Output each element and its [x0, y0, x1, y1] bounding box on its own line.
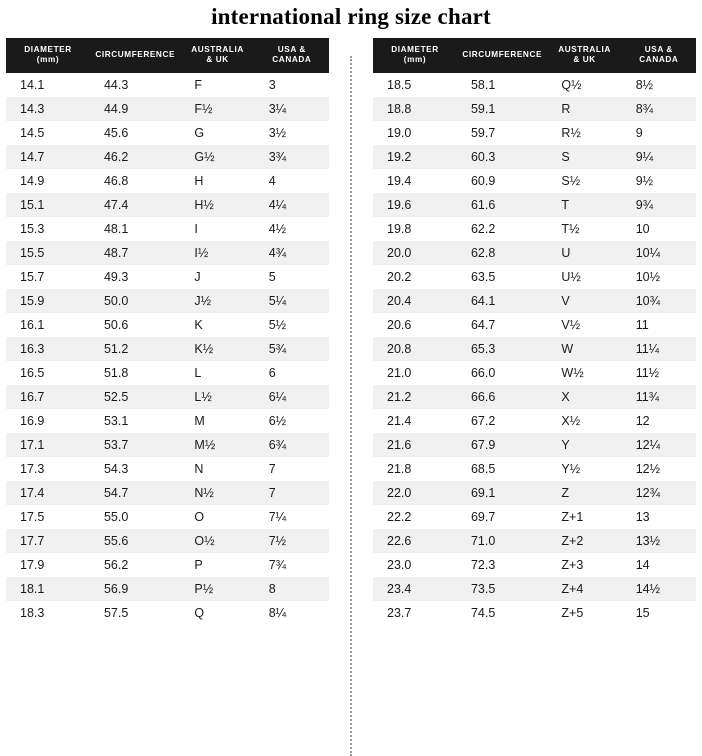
chart-tables-container: [0, 38, 702, 756]
cell-circumference: 74.5: [457, 601, 547, 625]
cell-circumference: 55.6: [90, 529, 180, 553]
divider-dotted-line: [350, 56, 352, 756]
cell-circumference: 53.7: [90, 433, 180, 457]
cell-circumference: 52.5: [90, 385, 180, 409]
cell-diameter: 22.0: [373, 481, 457, 505]
cell-diameter: 20.0: [373, 241, 457, 265]
cell-usa-canada: 4¼: [255, 193, 329, 217]
cell-circumference: 68.5: [457, 457, 547, 481]
table-row: [6, 433, 329, 457]
cell-usa-canada: 7½: [255, 529, 329, 553]
table-row: [373, 553, 696, 577]
cell-diameter: 15.3: [6, 217, 90, 241]
cell-australia-uk: Z: [547, 481, 621, 505]
column-header-usa-canada: [622, 38, 696, 73]
cell-diameter: 14.9: [6, 169, 90, 193]
cell-circumference: 44.9: [90, 97, 180, 121]
cell-australia-uk: Z+5: [547, 601, 621, 625]
cell-circumference: 69.7: [457, 505, 547, 529]
table-row: [373, 217, 696, 241]
cell-circumference: 51.8: [90, 361, 180, 385]
cell-circumference: 53.1: [90, 409, 180, 433]
cell-usa-canada: 13: [622, 505, 696, 529]
table-row: [6, 289, 329, 313]
cell-diameter: 21.6: [373, 433, 457, 457]
cell-australia-uk: F: [180, 73, 254, 97]
cell-diameter: 19.2: [373, 145, 457, 169]
table-row: [6, 217, 329, 241]
table-row: [373, 385, 696, 409]
cell-circumference: 69.1: [457, 481, 547, 505]
table-row: [6, 553, 329, 577]
cell-australia-uk: J½: [180, 289, 254, 313]
cell-australia-uk: P½: [180, 577, 254, 601]
cell-usa-canada: 5¼: [255, 289, 329, 313]
table-row: [6, 505, 329, 529]
cell-usa-canada: 8¼: [255, 601, 329, 625]
cell-usa-canada: 7¾: [255, 553, 329, 577]
table-row: [373, 433, 696, 457]
cell-circumference: 63.5: [457, 265, 547, 289]
column-header-usa-canada: [255, 38, 329, 73]
cell-circumference: 64.1: [457, 289, 547, 313]
cell-australia-uk: P: [180, 553, 254, 577]
table-row: [373, 577, 696, 601]
cell-australia-uk: M½: [180, 433, 254, 457]
column-header-circumference-line1: CIRCUMFERENCE: [95, 50, 176, 60]
left-size-table: [6, 38, 329, 625]
cell-australia-uk: L: [180, 361, 254, 385]
cell-usa-canada: 7¼: [255, 505, 329, 529]
cell-australia-uk: K½: [180, 337, 254, 361]
cell-diameter: 23.0: [373, 553, 457, 577]
cell-diameter: 16.9: [6, 409, 90, 433]
cell-australia-uk: Q: [180, 601, 254, 625]
column-header-australia-uk-line2: & UK: [206, 55, 229, 65]
column-header-australia-uk: [547, 38, 621, 73]
cell-circumference: 44.3: [90, 73, 180, 97]
table-row: [6, 313, 329, 337]
table-row: [373, 265, 696, 289]
table-row: [6, 529, 329, 553]
table-row: [6, 385, 329, 409]
cell-diameter: 15.9: [6, 289, 90, 313]
cell-australia-uk: X½: [547, 409, 621, 433]
column-header-australia-uk-line1: AUSTRALIA: [191, 45, 244, 54]
table-row: [373, 337, 696, 361]
cell-diameter: 14.5: [6, 121, 90, 145]
column-header-usa-canada-line2: CANADA: [639, 55, 679, 65]
cell-usa-canada: 8: [255, 577, 329, 601]
cell-diameter: 21.2: [373, 385, 457, 409]
table-row: [6, 241, 329, 265]
table-row: [373, 121, 696, 145]
table-row: [6, 409, 329, 433]
cell-diameter: 20.4: [373, 289, 457, 313]
table-row: [373, 361, 696, 385]
table-row: [373, 97, 696, 121]
cell-usa-canada: 5½: [255, 313, 329, 337]
cell-circumference: 59.7: [457, 121, 547, 145]
cell-usa-canada: 6¾: [255, 433, 329, 457]
table-row: [373, 481, 696, 505]
cell-diameter: 19.6: [373, 193, 457, 217]
cell-usa-canada: 9¼: [622, 145, 696, 169]
table-row: [373, 289, 696, 313]
cell-australia-uk: J: [180, 265, 254, 289]
cell-circumference: 66.6: [457, 385, 547, 409]
cell-australia-uk: Y½: [547, 457, 621, 481]
table-row: [6, 337, 329, 361]
cell-usa-canada: 8¾: [622, 97, 696, 121]
cell-australia-uk: V½: [547, 313, 621, 337]
page-title: international ring size chart: [211, 4, 491, 29]
cell-usa-canada: 11: [622, 313, 696, 337]
cell-usa-canada: 11¼: [622, 337, 696, 361]
left-table-body: [6, 73, 329, 625]
cell-australia-uk: N½: [180, 481, 254, 505]
cell-australia-uk: O½: [180, 529, 254, 553]
left-table-head: [6, 38, 329, 73]
cell-diameter: 17.9: [6, 553, 90, 577]
cell-australia-uk: T: [547, 193, 621, 217]
cell-usa-canada: 9½: [622, 169, 696, 193]
table-row: [373, 169, 696, 193]
cell-australia-uk: W: [547, 337, 621, 361]
cell-diameter: 20.6: [373, 313, 457, 337]
cell-australia-uk: V: [547, 289, 621, 313]
cell-diameter: 20.8: [373, 337, 457, 361]
right-table-head: [373, 38, 696, 73]
cell-usa-canada: 14: [622, 553, 696, 577]
table-row: [6, 361, 329, 385]
cell-australia-uk: Z+3: [547, 553, 621, 577]
cell-australia-uk: R½: [547, 121, 621, 145]
table-row: [373, 73, 696, 97]
cell-australia-uk: S½: [547, 169, 621, 193]
cell-circumference: 47.4: [90, 193, 180, 217]
cell-circumference: 67.2: [457, 409, 547, 433]
table-row: [373, 313, 696, 337]
cell-diameter: 17.3: [6, 457, 90, 481]
cell-usa-canada: 12: [622, 409, 696, 433]
left-table-wrapper: [6, 38, 329, 625]
table-row: [6, 97, 329, 121]
column-header-australia-uk: [180, 38, 254, 73]
cell-usa-canada: 9: [622, 121, 696, 145]
table-row: [6, 265, 329, 289]
cell-australia-uk: N: [180, 457, 254, 481]
cell-circumference: 67.9: [457, 433, 547, 457]
table-row: [6, 73, 329, 97]
cell-usa-canada: 3½: [255, 121, 329, 145]
cell-diameter: 18.8: [373, 97, 457, 121]
table-row: [6, 601, 329, 625]
column-header-diameter-line1: DIAMETER: [391, 45, 439, 54]
cell-diameter: 15.7: [6, 265, 90, 289]
cell-circumference: 45.6: [90, 121, 180, 145]
cell-circumference: 57.5: [90, 601, 180, 625]
cell-australia-uk: O: [180, 505, 254, 529]
cell-diameter: 19.8: [373, 217, 457, 241]
cell-usa-canada: 8½: [622, 73, 696, 97]
right-header-row: [373, 38, 696, 73]
column-header-diameter: [373, 38, 457, 73]
column-header-diameter-line1: DIAMETER: [24, 45, 72, 54]
left-header-row: [6, 38, 329, 73]
cell-diameter: 22.2: [373, 505, 457, 529]
cell-circumference: 48.7: [90, 241, 180, 265]
cell-circumference: 55.0: [90, 505, 180, 529]
cell-usa-canada: 11½: [622, 361, 696, 385]
cell-diameter: 16.7: [6, 385, 90, 409]
cell-diameter: 15.1: [6, 193, 90, 217]
column-header-diameter-line2: (mm): [403, 55, 427, 65]
vertical-divider: [346, 38, 356, 756]
cell-circumference: 71.0: [457, 529, 547, 553]
ring-size-chart-page: [0, 4, 702, 751]
table-row: [373, 145, 696, 169]
cell-circumference: 46.2: [90, 145, 180, 169]
cell-circumference: 48.1: [90, 217, 180, 241]
cell-usa-canada: 10¾: [622, 289, 696, 313]
right-table-body: [373, 73, 696, 625]
cell-circumference: 59.1: [457, 97, 547, 121]
cell-australia-uk: Z+1: [547, 505, 621, 529]
cell-diameter: 16.5: [6, 361, 90, 385]
cell-usa-canada: 5: [255, 265, 329, 289]
table-row: [6, 481, 329, 505]
cell-australia-uk: F½: [180, 97, 254, 121]
cell-circumference: 64.7: [457, 313, 547, 337]
column-header-australia-uk-line2: & UK: [573, 55, 596, 65]
cell-diameter: 19.4: [373, 169, 457, 193]
cell-circumference: 56.9: [90, 577, 180, 601]
cell-diameter: 17.1: [6, 433, 90, 457]
cell-usa-canada: 10½: [622, 265, 696, 289]
cell-usa-canada: 10: [622, 217, 696, 241]
cell-diameter: 16.3: [6, 337, 90, 361]
cell-usa-canada: 12½: [622, 457, 696, 481]
cell-diameter: 20.2: [373, 265, 457, 289]
cell-circumference: 60.9: [457, 169, 547, 193]
cell-australia-uk: T½: [547, 217, 621, 241]
cell-diameter: 18.3: [6, 601, 90, 625]
cell-diameter: 14.3: [6, 97, 90, 121]
cell-usa-canada: 7: [255, 481, 329, 505]
table-row: [6, 193, 329, 217]
table-row: [373, 241, 696, 265]
cell-usa-canada: 3¼: [255, 97, 329, 121]
column-header-circumference: [457, 38, 547, 73]
column-header-circumference-line1: CIRCUMFERENCE: [462, 50, 543, 60]
table-row: [373, 505, 696, 529]
table-row: [373, 409, 696, 433]
cell-circumference: 66.0: [457, 361, 547, 385]
cell-circumference: 51.2: [90, 337, 180, 361]
cell-diameter: 14.7: [6, 145, 90, 169]
cell-circumference: 62.8: [457, 241, 547, 265]
cell-diameter: 17.5: [6, 505, 90, 529]
cell-diameter: 18.5: [373, 73, 457, 97]
cell-diameter: 18.1: [6, 577, 90, 601]
right-table-wrapper: [373, 38, 696, 625]
cell-diameter: 23.7: [373, 601, 457, 625]
table-row: [373, 457, 696, 481]
cell-australia-uk: U: [547, 241, 621, 265]
cell-australia-uk: W½: [547, 361, 621, 385]
cell-circumference: 54.7: [90, 481, 180, 505]
cell-diameter: 17.4: [6, 481, 90, 505]
cell-circumference: 50.0: [90, 289, 180, 313]
cell-australia-uk: L½: [180, 385, 254, 409]
cell-usa-canada: 4½: [255, 217, 329, 241]
column-header-usa-canada-line1: USA &: [277, 45, 306, 54]
cell-usa-canada: 6½: [255, 409, 329, 433]
column-header-usa-canada-line2: CANADA: [272, 55, 312, 65]
cell-circumference: 49.3: [90, 265, 180, 289]
table-row: [6, 457, 329, 481]
cell-diameter: 21.8: [373, 457, 457, 481]
cell-diameter: 23.4: [373, 577, 457, 601]
table-row: [373, 529, 696, 553]
cell-australia-uk: Q½: [547, 73, 621, 97]
table-row: [6, 577, 329, 601]
cell-usa-canada: 11¾: [622, 385, 696, 409]
cell-circumference: 61.6: [457, 193, 547, 217]
cell-circumference: 58.1: [457, 73, 547, 97]
table-row: [6, 169, 329, 193]
cell-australia-uk: I½: [180, 241, 254, 265]
cell-diameter: 15.5: [6, 241, 90, 265]
cell-australia-uk: K: [180, 313, 254, 337]
cell-circumference: 50.6: [90, 313, 180, 337]
cell-usa-canada: 6¼: [255, 385, 329, 409]
column-header-australia-uk-line1: AUSTRALIA: [558, 45, 611, 54]
cell-circumference: 46.8: [90, 169, 180, 193]
right-size-table: [373, 38, 696, 625]
cell-usa-canada: 4: [255, 169, 329, 193]
cell-diameter: 17.7: [6, 529, 90, 553]
cell-usa-canada: 12¾: [622, 481, 696, 505]
cell-australia-uk: G½: [180, 145, 254, 169]
cell-usa-canada: 13½: [622, 529, 696, 553]
cell-circumference: 54.3: [90, 457, 180, 481]
cell-diameter: 14.1: [6, 73, 90, 97]
cell-australia-uk: U½: [547, 265, 621, 289]
table-row: [6, 145, 329, 169]
cell-usa-canada: 15: [622, 601, 696, 625]
table-row: [373, 601, 696, 625]
cell-australia-uk: G: [180, 121, 254, 145]
cell-usa-canada: 10¼: [622, 241, 696, 265]
column-header-diameter-line2: (mm): [36, 55, 60, 65]
cell-diameter: 16.1: [6, 313, 90, 337]
cell-usa-canada: 3: [255, 73, 329, 97]
column-header-usa-canada-line1: USA &: [644, 45, 673, 54]
cell-circumference: 62.2: [457, 217, 547, 241]
cell-usa-canada: 12¼: [622, 433, 696, 457]
cell-usa-canada: 6: [255, 361, 329, 385]
cell-circumference: 65.3: [457, 337, 547, 361]
cell-australia-uk: Z+2: [547, 529, 621, 553]
cell-diameter: 19.0: [373, 121, 457, 145]
cell-circumference: 56.2: [90, 553, 180, 577]
table-row: [6, 121, 329, 145]
cell-australia-uk: H: [180, 169, 254, 193]
cell-australia-uk: R: [547, 97, 621, 121]
cell-diameter: 21.0: [373, 361, 457, 385]
cell-circumference: 72.3: [457, 553, 547, 577]
cell-usa-canada: 14½: [622, 577, 696, 601]
cell-usa-canada: 5¾: [255, 337, 329, 361]
table-row: [373, 193, 696, 217]
cell-australia-uk: I: [180, 217, 254, 241]
column-header-diameter: [6, 38, 90, 73]
cell-diameter: 22.6: [373, 529, 457, 553]
cell-australia-uk: Z+4: [547, 577, 621, 601]
cell-usa-canada: 3¾: [255, 145, 329, 169]
cell-usa-canada: 9¾: [622, 193, 696, 217]
cell-australia-uk: X: [547, 385, 621, 409]
cell-circumference: 60.3: [457, 145, 547, 169]
cell-australia-uk: Y: [547, 433, 621, 457]
cell-circumference: 73.5: [457, 577, 547, 601]
cell-diameter: 21.4: [373, 409, 457, 433]
cell-australia-uk: M: [180, 409, 254, 433]
cell-usa-canada: 4¾: [255, 241, 329, 265]
cell-australia-uk: H½: [180, 193, 254, 217]
column-header-circumference: [90, 38, 180, 73]
cell-australia-uk: S: [547, 145, 621, 169]
cell-usa-canada: 7: [255, 457, 329, 481]
